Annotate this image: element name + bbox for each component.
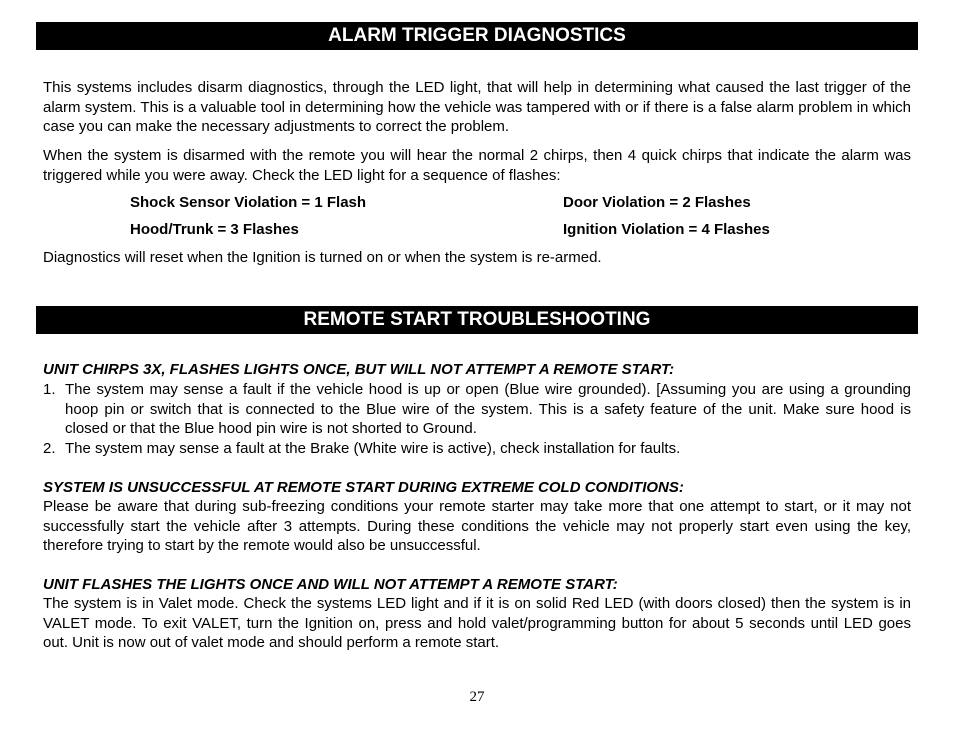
remote-start-troubleshooting-heading: REMOTE START TROUBLESHOOTING (36, 306, 918, 334)
flash-ignition: Ignition Violation = 4 Flashes (563, 221, 770, 238)
flash-door: Door Violation = 2 Flashes (563, 194, 751, 211)
section2-paragraph: Please be aware that during sub-freezing conditions your remote starter may take more that one attempt to start, or it may not successfully start the vehicle after 3 attempts. During these conditions the vehicle may not properly start even using the key, therefore trying to start by the remote would also be unsuccessful. (43, 498, 911, 554)
list-item-text: The system may sense a fault if the vehicle hood is up or open (Blue wire grounded). [Assuming you are using a grounding hoop pin or switch that is connected to the Blue wire of the system. This is a safety feature of the unit. Make sure hood is closed or that the Blue hood pin wire is not shorted to Ground. (65, 381, 911, 437)
alarm-trigger-diagnostics-heading: ALARM TRIGGER DIAGNOSTICS (36, 22, 918, 50)
list-item (43, 439, 911, 459)
alarm-reset-paragraph: Diagnostics will reset when the Ignition is turned on or when the system is re-armed. (43, 249, 602, 266)
flash-hood-trunk: Hood/Trunk = 3 Flashes (130, 221, 299, 238)
section3-paragraph: The system is in Valet mode. Check the systems LED light and if it is on solid Red LED (with doors closed) then the system is in VALET mode. To exit VALET, turn the Ignition on, press and hold valet/programming button for about 5 seconds until LED goes out. Unit is now out of valet mode and should perform a remote start. (43, 595, 911, 651)
section2-heading: SYSTEM IS UNSUCCESSFUL AT REMOTE START DURING EXTREME COLD CONDITIONS: (43, 479, 684, 496)
page-number: 27 (469, 689, 485, 705)
flash-shock-sensor: Shock Sensor Violation = 1 Flash (130, 194, 367, 211)
list-item-number: 1. (43, 381, 56, 398)
section3-heading: UNIT FLASHES THE LIGHTS ONCE AND WILL NOT ATTEMPT A REMOTE START: (43, 576, 618, 593)
list-item-number: 2. (43, 440, 56, 457)
alarm-disarm-paragraph: When the system is disarmed with the remote you will hear the normal 2 chirps, then 4 quick chirps that indicate the alarm was triggered while you were away. Check the LED light for a sequence of flashes: (43, 147, 911, 184)
section1-heading: UNIT CHIRPS 3X, FLASHES LIGHTS ONCE, BUT WILL NOT ATTEMPT A REMOTE START: (43, 361, 675, 378)
list-item-text: The system may sense a fault at the Brake (White wire is active), check installation for faults. (65, 440, 681, 457)
alarm-intro-paragraph: This systems includes disarm diagnostics, through the LED light, that will help in determining what caused the last trigger of the alarm system. This is a valuable tool in determining how the vehicle was tampered with or if there is a false alarm problem in which case you can make the necessary adjustments to correct the problem. (43, 79, 911, 135)
list-item (43, 380, 911, 439)
